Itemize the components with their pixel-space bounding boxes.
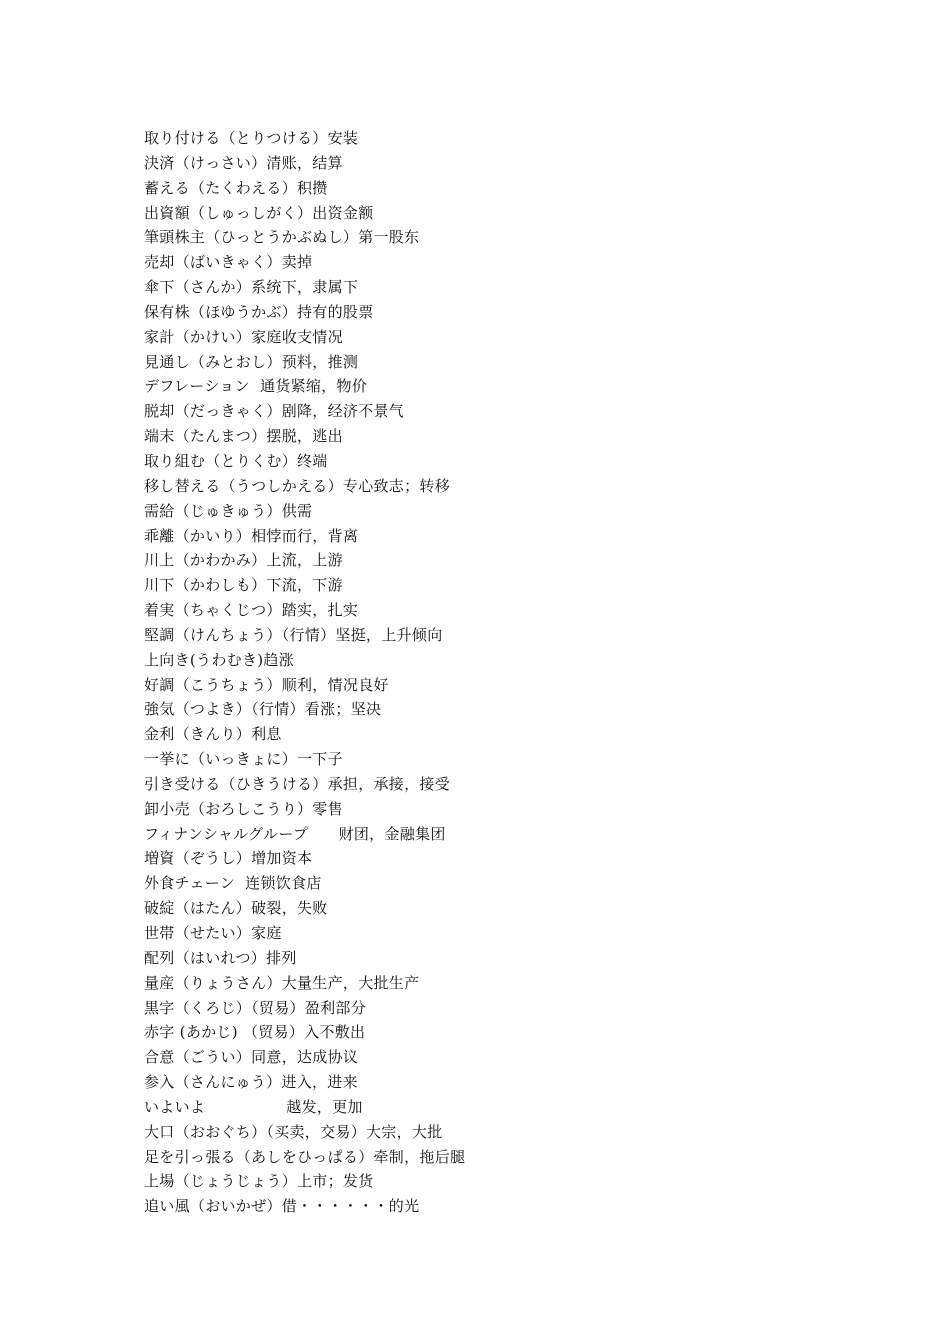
- vocab-line: 合意（ごうい）同意，达成协议: [144, 1048, 359, 1067]
- vocab-line: 上向き(うわむき)趋涨: [144, 650, 295, 669]
- vocab-line: 脱却（だっきゃく）剧降，经济不景气: [144, 402, 405, 421]
- vocab-line: 足を引っ張る（あしをひっぱる）牵制，拖后腿: [144, 1147, 466, 1166]
- vocab-line: 世帯（せたい）家庭: [144, 924, 282, 942]
- vocab-line: 追い風（おいかぜ）借・・・・・・的光: [144, 1197, 420, 1216]
- vocab-line: 引き受ける（ひきうける）承担，承接，接受: [144, 774, 451, 793]
- vocab-line: 配列（はいれつ）排列: [144, 948, 297, 967]
- vocab-line: 取り組む（とりくむ）终端: [144, 451, 328, 470]
- vocab-line: 赤字 (あかじ) （贸易）入不敷出: [144, 1023, 366, 1042]
- vocab-line: 端末（たんまつ）摆脱，逃出: [144, 427, 343, 446]
- vocab-line: 黒字（くろじ）（贸易）盈利部分: [144, 998, 367, 1017]
- vocab-line: 一挙に（いっきょに）一下子: [144, 750, 343, 769]
- vocab-line: 強気（つよき）（行情）看涨；坚决: [144, 700, 382, 719]
- vocab-line: 見通し（みとおし）预料，推测: [144, 352, 359, 371]
- vocab-line: 売却（ばいきゃく）卖掉: [144, 253, 313, 272]
- vocab-line: 大口（おおぐち）（买卖，交易）大宗，大批: [144, 1122, 443, 1141]
- vocab-line: 好調（こうちょう）顺利，情况良好: [144, 675, 389, 694]
- vocab-line: 出資額（しゅっしがく）出资金额: [144, 203, 374, 222]
- vocab-line: 乖離（かいり）相悖而行，背离: [144, 526, 359, 545]
- vocab-line: 家計（かけい）家庭收支情况: [144, 327, 343, 346]
- vocab-line: フィナンシャルグループ 财团，金融集团: [144, 824, 446, 843]
- vocab-line: 金利（きんり）利息: [144, 725, 282, 744]
- vocab-line: 増資（ぞうし）增加资本: [144, 849, 313, 868]
- vocab-line: 量産（りょうさん）大量生产，大批生产: [144, 973, 420, 992]
- vocab-line: 傘下（さんか）系统下，隶属下: [144, 278, 359, 297]
- vocab-line: 上場（じょうじょう）上市；发货: [144, 1172, 374, 1191]
- vocab-line: 参入（さんにゅう）进入，进来: [144, 1073, 358, 1092]
- vocab-line: 取り付ける（とりつける）安装: [144, 129, 359, 147]
- vocab-line: 川下（かわしも）下流，下游: [144, 576, 343, 595]
- vocab-line: 堅調（けんちょう）（行情）坚挺，上升倾向: [144, 625, 443, 644]
- vocab-line: 保有株（ほゆうかぶ）持有的股票: [144, 302, 374, 321]
- vocab-line: 需給（じゅきゅう）供需: [144, 501, 313, 520]
- vocab-line: デフレーション 通货紧缩，物价: [144, 377, 368, 396]
- vocab-line: 着実（ちゃくじつ）踏实，扎实: [144, 601, 359, 620]
- vocab-line: 破綻（はたん）破裂，失败: [144, 899, 328, 918]
- vocab-line: 川上（かわかみ）上流，上游: [144, 551, 343, 570]
- vocab-line: 卸小売（おろしこうり）零售: [144, 799, 343, 818]
- vocab-line: 移し替える（うつしかえる）专心致志；转移: [144, 476, 451, 495]
- vocab-line: 筆頭株主（ひっとうかぶぬし）第一股东: [144, 228, 420, 247]
- vocab-line: いよいよ 越发，更加: [144, 1097, 363, 1116]
- vocabulary-list: [144, 126, 465, 1219]
- vocab-line: 蓄える（たくわえる）积攒: [144, 178, 328, 197]
- vocab-line: 決済（けっさい）清账，结算: [144, 153, 343, 172]
- vocab-line: 外食チェーン 连锁饮食店: [144, 874, 322, 893]
